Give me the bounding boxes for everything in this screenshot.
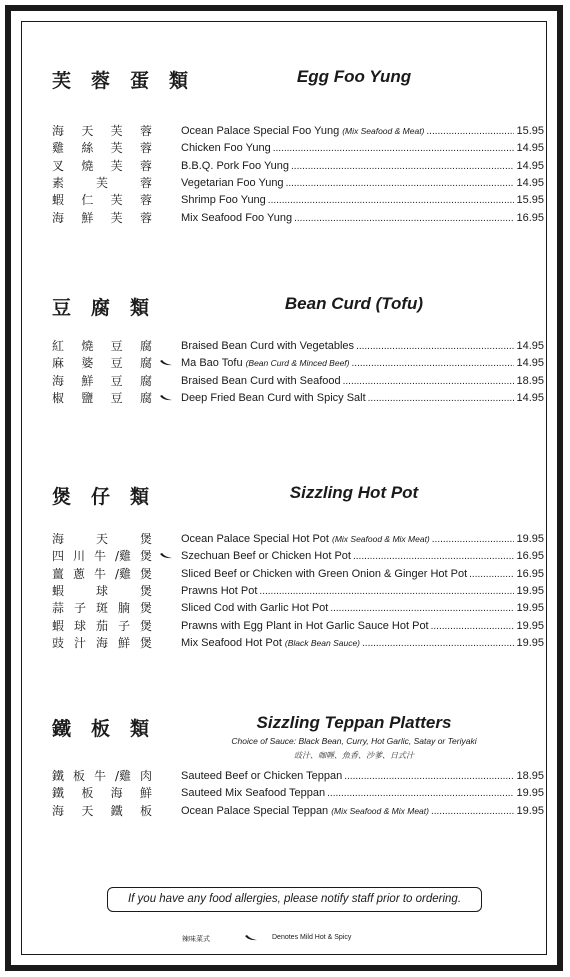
- item-price: 19.95: [516, 636, 544, 649]
- item-name-cn-char: 鐵: [110, 803, 123, 818]
- item-name-cn-char: 牛: [93, 549, 106, 564]
- item-name-cn-char: /雞: [114, 566, 131, 581]
- menu-item: [22, 548, 546, 565]
- dot-leader: [294, 210, 514, 227]
- menu-item: [22, 123, 546, 140]
- chili-pepper-icon: [159, 360, 173, 367]
- item-name-cn: [52, 803, 152, 820]
- item-name-cn-char: 茄: [95, 618, 108, 633]
- item-name-cn-char: 煲: [139, 601, 152, 616]
- menu-item: [22, 600, 546, 617]
- item-price: 14.95: [516, 142, 544, 155]
- item-name-cn-char: 婆: [81, 356, 94, 371]
- menu-item: [22, 566, 546, 583]
- item-name-cn: [52, 583, 152, 600]
- item-name-cn-char: 芙: [110, 141, 123, 156]
- item-name-cn-char: 肉: [139, 769, 152, 783]
- dot-leader: [426, 123, 514, 140]
- item-name-cn-char: 豆: [110, 339, 123, 353]
- item-name-en-line: [181, 548, 544, 565]
- item-name-cn-char: 天: [81, 803, 94, 818]
- item-name-cn-char: 球: [73, 618, 86, 633]
- item-price: 14.95: [516, 357, 544, 370]
- item-name-cn: [52, 548, 152, 565]
- item-name-cn-char: 腐: [139, 373, 152, 388]
- item-name-en-line: [181, 635, 544, 652]
- item-price: 18.95: [516, 770, 544, 782]
- item-name-cn-char: 絲: [81, 141, 94, 156]
- item-name-cn-char: 腐: [139, 339, 152, 353]
- item-name-cn: [52, 158, 152, 175]
- item-name-cn: [52, 123, 152, 140]
- item-name-en: Ocean Palace Special Foo Yung: [181, 125, 340, 137]
- item-name-cn-char: 豉: [52, 635, 65, 650]
- item-name-cn: [52, 531, 152, 548]
- item-name-en: Deep Fried Bean Curd with Spicy Salt: [181, 391, 366, 404]
- item-name-cn-char: 芙: [110, 193, 123, 208]
- chili-pepper-icon: [159, 395, 173, 402]
- menu-item: [22, 192, 546, 209]
- menu-item: [22, 618, 546, 635]
- item-name-cn-char: 板: [139, 803, 152, 818]
- item-name-en-line: [181, 618, 544, 635]
- item-name-cn-char: 芙: [110, 158, 123, 173]
- item-price: 16.95: [516, 550, 544, 563]
- item-name-en: Sauteed Beef or Chicken Teppan: [181, 770, 343, 782]
- item-name-en-line: [181, 600, 544, 617]
- item-name-en: Braised Bean Curd with Vegetables: [181, 340, 355, 352]
- item-name-en-line: [181, 192, 544, 209]
- chili-pepper-icon: [244, 935, 258, 942]
- item-name-cn-char: 腐: [139, 356, 152, 371]
- item-name-en-line: [181, 158, 544, 175]
- item-name-cn-char: 薑: [52, 566, 65, 581]
- section-title-en: Bean Curd (Tofu): [284, 294, 424, 313]
- item-name-en: B.B.Q. Pork Foo Yung: [181, 159, 290, 172]
- item-name-en: Sliced Cod with Garlic Hot Pot: [181, 602, 329, 615]
- item-name-en: Mix Seafood Hot Pot: [181, 636, 282, 649]
- item-name-en-line: [181, 175, 544, 192]
- dot-leader: [327, 785, 514, 802]
- item-name-cn-char: 蓉: [139, 193, 152, 208]
- item-name-cn-char: 腩: [117, 601, 130, 616]
- menu-item: [22, 140, 546, 157]
- dot-leader: [286, 175, 515, 192]
- item-name-cn-char: 蒜: [52, 601, 65, 616]
- item-note: (Mix Seafood & Mix Meat): [331, 805, 429, 816]
- item-name-cn-char: 芙: [110, 210, 123, 225]
- section-title-en: Sizzling Hot Pot: [289, 483, 419, 502]
- item-name-en-line: [181, 210, 544, 227]
- dot-leader: [362, 635, 514, 652]
- menu-item: [22, 210, 546, 227]
- item-name-cn: [52, 373, 152, 390]
- dot-leader: [368, 390, 515, 407]
- item-price: 14.95: [516, 176, 544, 189]
- menu-item: [22, 635, 546, 652]
- dot-leader: [268, 192, 515, 209]
- item-name-en: Mix Seafood Foo Yung: [181, 211, 293, 224]
- item-name-cn-char: 煲: [139, 532, 152, 546]
- item-name-cn-char: 海: [52, 803, 65, 818]
- item-name-cn: [52, 338, 152, 355]
- item-name-cn-char: 煲: [139, 583, 152, 598]
- menu-item: [22, 338, 546, 355]
- dot-leader: [353, 548, 514, 565]
- item-name-cn-char: 海: [52, 210, 65, 225]
- item-name-en-line: [181, 803, 544, 820]
- dot-leader: [431, 803, 515, 820]
- item-name-en-line: [181, 583, 544, 600]
- item-name-cn: [52, 768, 152, 785]
- item-name-en: Ocean Palace Special Hot Pot: [181, 533, 329, 545]
- item-name-cn-char: 雞: [52, 141, 65, 156]
- item-name-en: Prawns with Egg Plant in Hot Garlic Sauce Hot Pot: [181, 619, 429, 632]
- chili-pepper-icon: [159, 553, 173, 560]
- item-name-cn-char: 汁: [73, 635, 86, 650]
- item-name-cn-char: 椒: [52, 390, 65, 405]
- item-name-cn-char: 煲: [139, 618, 152, 633]
- section-title-cn: 芙蓉蛋類: [52, 70, 209, 92]
- menu-item: [22, 355, 546, 372]
- item-name-cn: [52, 785, 152, 802]
- menu-item: [22, 158, 546, 175]
- item-name-cn-char: 煲: [139, 566, 152, 581]
- item-name-en-line: [181, 785, 544, 802]
- item-name-cn-char: 豆: [110, 356, 123, 371]
- item-name-cn-char: 麻: [52, 356, 65, 371]
- item-name-cn-char: 豆: [110, 373, 123, 388]
- item-name-cn-char: 天: [95, 532, 108, 546]
- item-name-cn-char: 斑: [95, 601, 108, 616]
- item-name-cn-char: /雞: [114, 769, 131, 783]
- section-title-cn: 豆腐類: [52, 297, 170, 319]
- item-name-cn-char: 鐵: [52, 769, 65, 783]
- item-name-cn-char: 腐: [139, 390, 152, 405]
- item-name-cn-char: 蔥: [72, 566, 85, 581]
- item-name-cn-char: 海: [52, 124, 65, 138]
- dot-leader: [352, 355, 515, 372]
- item-name-cn-char: 煲: [139, 549, 152, 564]
- item-name-cn-char: 仁: [81, 193, 94, 208]
- item-name-cn-char: 子: [117, 618, 130, 633]
- menu-item: [22, 175, 546, 192]
- item-name-cn: [52, 210, 152, 227]
- item-name-cn-char: 蓉: [139, 210, 152, 225]
- dot-leader: [259, 583, 514, 600]
- item-name-cn: [52, 566, 152, 583]
- item-note: (Mix Seafood & Mix Meat): [331, 534, 430, 544]
- item-name-cn-char: 鮮: [117, 635, 130, 650]
- section-title-en: Egg Foo Yung: [296, 67, 412, 86]
- allergy-notice: If you have any food allergies, please notify staff prior to ordering.: [107, 887, 482, 912]
- item-note: (Mix Seafood & Meat): [342, 126, 425, 136]
- item-name-cn-char: 叉: [52, 158, 65, 173]
- item-price: 16.95: [516, 567, 544, 580]
- menu-item: [22, 373, 546, 390]
- item-name-cn: [52, 355, 152, 372]
- item-price: 19.95: [516, 787, 544, 800]
- item-name-cn-char: 蝦: [52, 193, 65, 208]
- item-price: 14.95: [516, 159, 544, 172]
- item-name-cn-char: 鹽: [81, 390, 94, 405]
- item-name-en-line: [181, 338, 544, 355]
- dot-leader: [343, 373, 515, 390]
- menu-item: [22, 768, 546, 785]
- item-price: 14.95: [516, 391, 544, 404]
- item-name-cn-char: 球: [95, 583, 108, 598]
- item-name-cn-char: 鮮: [81, 373, 94, 388]
- item-name-en: Vegetarian Foo Yung: [181, 176, 284, 189]
- item-name-cn-char: 豆: [110, 390, 123, 405]
- item-name-en: Chicken Foo Yung: [181, 142, 271, 155]
- menu-item: [22, 785, 546, 802]
- item-name-en: Ma Bao Tofu: [181, 357, 243, 370]
- item-name-en: Braised Bean Curd with Seafood: [181, 374, 341, 387]
- item-name-cn-char: 蝦: [52, 583, 65, 598]
- item-name-en-line: [181, 140, 544, 157]
- item-name-cn-char: 紅: [52, 339, 65, 353]
- item-price: 19.95: [516, 533, 544, 545]
- item-name-cn: [52, 635, 152, 652]
- item-name-en-line: [181, 355, 544, 372]
- dot-leader: [330, 600, 514, 617]
- dot-leader: [344, 768, 514, 785]
- item-price: 15.95: [516, 125, 544, 137]
- item-name-cn-char: 海: [110, 786, 123, 801]
- item-name-cn-char: 蓉: [139, 141, 152, 156]
- item-name-en-line: [181, 531, 544, 548]
- item-name-cn-char: 牛: [93, 566, 106, 581]
- dot-leader: [431, 618, 515, 635]
- item-name-cn-char: 煲: [139, 635, 152, 650]
- section-title-cn: 鐵板類: [52, 718, 170, 740]
- item-name-cn-char: 四: [52, 549, 65, 564]
- item-name-en: Ocean Palace Special Teppan: [181, 804, 329, 817]
- item-price: 16.95: [516, 211, 544, 224]
- item-price: 19.95: [516, 584, 544, 597]
- item-name-en-line: [181, 123, 544, 140]
- item-name-en-line: [181, 390, 544, 407]
- item-name-cn-char: 芙: [95, 175, 108, 190]
- dot-leader: [356, 338, 514, 355]
- section-title-cn: 煲仔類: [52, 486, 170, 508]
- item-name-en: Sauteed Mix Seafood Teppan: [181, 787, 326, 800]
- item-note: (Bean Curd & Minced Beef): [245, 358, 350, 369]
- item-name-cn-char: 燒: [81, 339, 94, 353]
- item-name-cn-char: 板: [72, 769, 85, 783]
- item-name-en-line: [181, 566, 544, 583]
- menu-item: [22, 583, 546, 600]
- item-name-en-line: [181, 768, 544, 785]
- legend-en: Denotes Mild Hot & Spicy: [272, 934, 352, 941]
- dot-leader: [469, 566, 514, 583]
- item-name-cn-char: 素: [52, 175, 65, 190]
- item-name-cn-char: 天: [81, 124, 94, 138]
- legend-cn: 辣味菜式: [182, 935, 210, 943]
- item-name-cn-char: 蓉: [139, 175, 152, 190]
- item-name-cn-char: 牛: [93, 769, 106, 783]
- item-name-cn: [52, 618, 152, 635]
- item-name-cn-char: 海: [52, 373, 65, 388]
- item-name-en: Shrimp Foo Yung: [181, 194, 266, 207]
- item-note: (Black Bean Sauce): [284, 637, 361, 648]
- item-name-cn: [52, 390, 152, 407]
- item-name-cn: [52, 600, 152, 617]
- dot-leader: [291, 158, 514, 175]
- item-name-cn-char: 蝦: [52, 618, 65, 633]
- item-name-cn-char: 蓉: [139, 124, 152, 138]
- item-name-en: Sliced Beef or Chicken with Green Onion & Ginger Hot Pot: [181, 567, 468, 580]
- section-title-en: Sizzling Teppan Platters: [256, 713, 452, 732]
- menu-item: [22, 390, 546, 407]
- item-name-cn-char: 鮮: [81, 210, 94, 225]
- spicy-legend: [22, 933, 546, 945]
- sauce-choice-cn: 豉汁、咖喱、魚香、沙爹、日式汁: [294, 751, 414, 760]
- item-name-en-line: [181, 373, 544, 390]
- item-name-cn-char: 芙: [110, 124, 123, 138]
- item-price: 19.95: [516, 619, 544, 632]
- item-name-cn-char: 板: [81, 786, 94, 801]
- item-name-cn-char: 海: [95, 635, 108, 650]
- menu-page: [5, 5, 563, 971]
- item-name-cn-char: 鮮: [139, 786, 152, 801]
- item-price: 18.95: [516, 374, 544, 387]
- item-name-cn-char: 川: [72, 549, 85, 564]
- item-name-cn: [52, 175, 152, 192]
- item-price: 14.95: [516, 340, 544, 352]
- item-price: 19.95: [516, 804, 544, 817]
- item-name-en: Prawns Hot Pot: [181, 584, 258, 597]
- dot-leader: [432, 531, 515, 548]
- item-price: 19.95: [516, 602, 544, 615]
- dot-leader: [273, 140, 515, 157]
- item-name-cn: [52, 192, 152, 209]
- item-price: 15.95: [516, 194, 544, 207]
- item-name-cn-char: 鐵: [52, 786, 65, 801]
- item-name-cn-char: 子: [73, 601, 86, 616]
- sauce-choice-en: Choice of Sauce: Black Bean, Curry, Hot Garlic, Satay or Teriyaki: [231, 736, 477, 746]
- item-name-cn-char: 蓉: [139, 158, 152, 173]
- item-name-cn: [52, 140, 152, 157]
- item-name-cn-char: 燒: [81, 158, 94, 173]
- menu-border: [21, 21, 547, 955]
- item-name-cn-char: /雞: [114, 549, 131, 564]
- item-name-en: Szechuan Beef or Chicken Hot Pot: [181, 550, 351, 563]
- menu-item: [22, 803, 546, 820]
- item-name-cn-char: 海: [52, 532, 65, 546]
- menu-item: [22, 531, 546, 548]
